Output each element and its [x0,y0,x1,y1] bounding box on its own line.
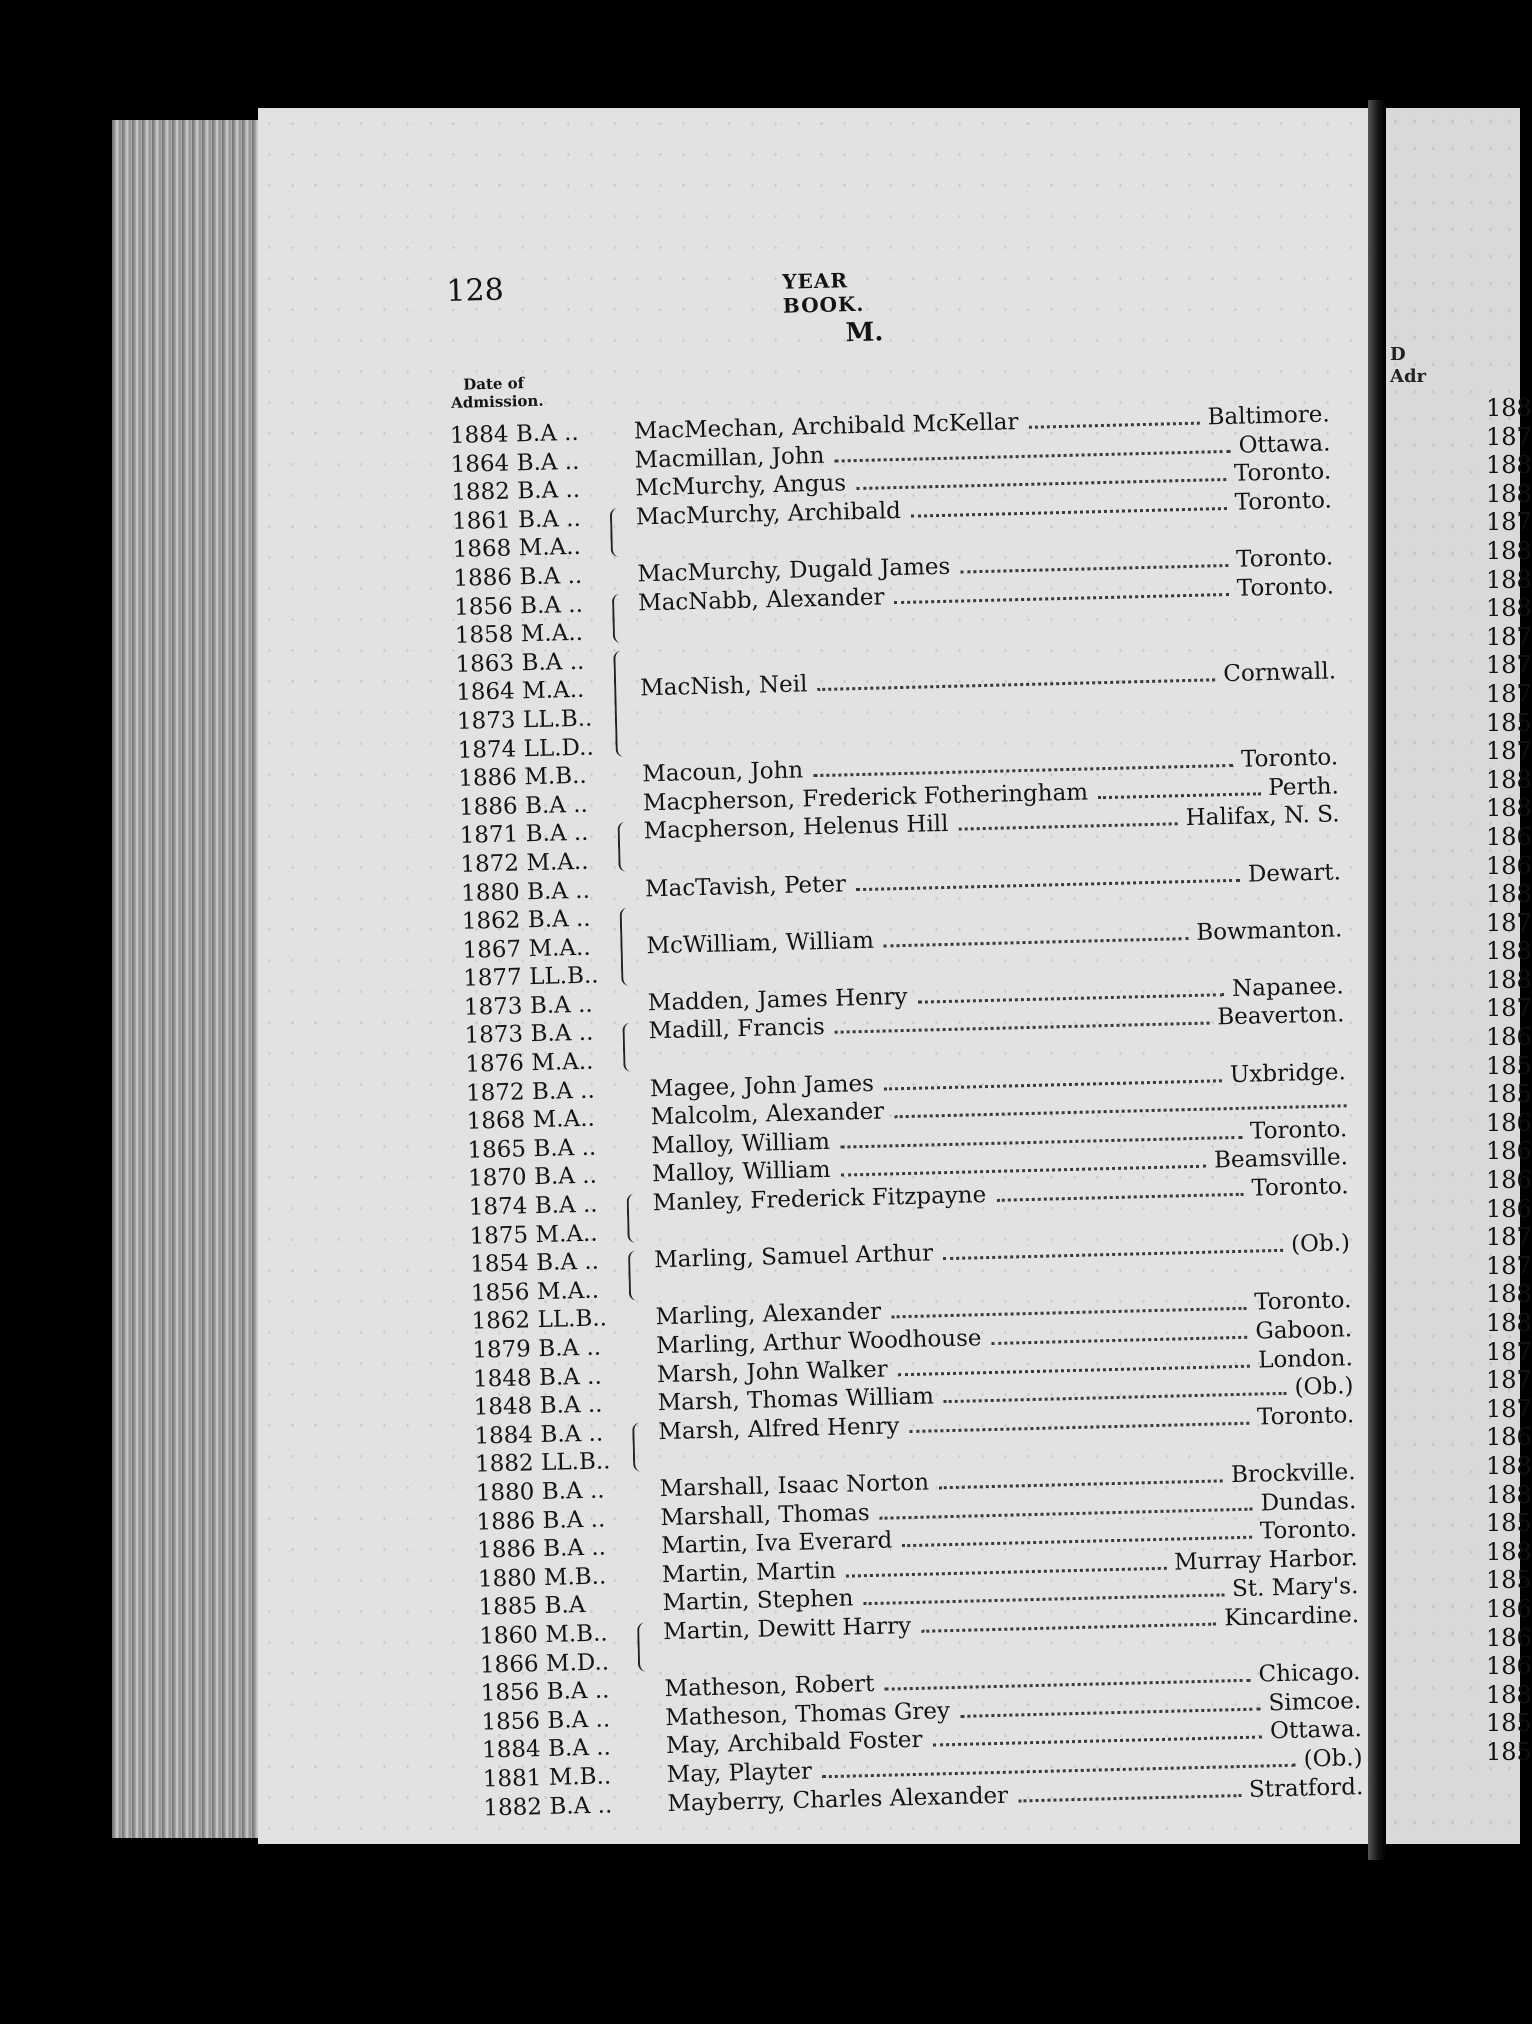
residence: Napanee. [1231,973,1344,1002]
residence: Uxbridge. [1229,1058,1347,1088]
residence: Toronto. [1249,1116,1348,1145]
degree: B.A .. [517,476,581,505]
degree: B.A .. [547,1706,611,1734]
admission-year: 1872 [465,1078,525,1107]
facing-page-year: 187 [1486,908,1532,937]
admission-year: 1882 [474,1450,534,1479]
admission-year: 1856 [470,1279,530,1307]
admission-year: 1867 [462,936,522,964]
member-name: Marsh, Alfred Henry [658,1413,900,1445]
admission-year: 1856 [453,593,513,621]
degree: B.A .. [539,1391,603,1420]
facing-page-year: 187 [1486,651,1532,680]
leader-dots [939,1479,1223,1489]
admission-year: 1866 [479,1650,539,1679]
degree: B.A .. [533,1163,598,1191]
residence: Toronto. [1259,1516,1358,1545]
facing-page-heading: D Adr [1390,344,1427,387]
admission-year: 1886 [453,564,513,592]
leader-dots [864,1594,1225,1606]
grouping-brace [610,508,621,557]
degree: B.A .. [542,1506,606,1534]
leader-dots [884,1079,1222,1090]
residence: Brockville. [1230,1459,1356,1489]
section-letter: M. [845,317,884,349]
leader-dots [933,1736,1262,1747]
facing-page-year: 187 [1486,737,1532,766]
leader-dots [1018,1794,1241,1802]
degree: B.A .. [516,448,580,476]
admission-year: 1884 [449,421,509,449]
leader-dots [1029,422,1200,429]
degree: LL.B.. [522,705,593,734]
member-name: Mayberry, Charles Alexander [667,1782,1009,1817]
facing-page-year: 186 [1486,1623,1532,1652]
admission-year: 1882 [483,1793,543,1822]
book-gutter [1368,100,1386,1860]
degree: B.A .. [515,419,580,448]
page-stack-edges [112,120,282,1838]
facing-page-year: 188 [1486,880,1532,909]
member-name: Matheson, Thomas Grey [665,1697,951,1731]
admission-year: 1871 [459,821,519,850]
grouping-brace [612,593,623,642]
facing-page-year: 188 [1486,394,1532,422]
residence: Baltimore. [1207,401,1331,431]
residence: Perth. [1268,773,1340,801]
leader-dots [898,1364,1250,1376]
facing-page-year: 185 [1486,1509,1532,1538]
admission-year: 1860 [478,1622,539,1650]
facing-page-year: 186 [1486,1108,1532,1137]
facing-page-year: 187 [1486,622,1532,651]
degree: B.A .. [529,991,593,1020]
member-name: McWilliam, William [646,927,875,959]
admission-year: 1868 [466,1107,526,1135]
entry-list [450,400,1364,1822]
degree: B.A .. [547,1734,612,1763]
leader-dots [840,1136,1242,1149]
degree: M.A.. [535,1220,598,1248]
column-heading: Date of Admission. [450,374,544,412]
leader-dots [835,1022,1210,1034]
degree: B.A .. [533,1134,597,1162]
facing-page-year: 188 [1486,451,1532,480]
leader-dots [841,1165,1206,1177]
admission-year: 1862 [461,907,521,935]
degree: B.A .. [531,1077,596,1105]
member-name: May, Playter [666,1758,813,1788]
degree: B.A .. [541,1477,605,1505]
degree: B.A .. [542,1534,607,1563]
admission-year: 1880 [477,1564,537,1593]
grouping-brace [637,1623,648,1672]
leader-dots [960,1707,1260,1717]
admission-year: 1864 [450,450,510,478]
residence: (Ob.) [1303,1744,1363,1773]
residence: Dewart. [1247,858,1342,888]
grouping-brace [620,908,632,986]
residence: Halifax, N. S. [1185,801,1340,832]
leader-dots [894,593,1229,604]
admission-year: 1868 [452,535,512,564]
facing-page-year: 185 [1486,1051,1532,1080]
facing-page-year: 185 [1486,1709,1532,1738]
member-name: Macpherson, Helenus Hill [643,811,949,845]
member-name: Martin, Stephen [662,1585,854,1617]
admission-year: 1848 [472,1364,532,1393]
member-name: McMurchy, Angus [634,470,847,502]
facing-page-year: 188 [1486,1680,1532,1709]
leader-dots [921,1623,1216,1633]
leader-dots [902,1536,1252,1548]
member-name: Martin, Martin [661,1557,837,1588]
grouping-brace [617,822,628,871]
admission-year: 1879 [471,1336,532,1364]
facing-page-year: 186 [1486,1194,1532,1223]
degree: LL.B.. [528,962,599,991]
leader-dots [1098,792,1261,799]
residence: Ottawa. [1269,1716,1363,1745]
admission-year: 1858 [454,621,514,650]
degree: M.B.. [544,1620,608,1648]
leader-dots [892,1307,1247,1319]
facing-page-year: 188 [1486,565,1532,594]
residence: Toronto. [1256,1401,1355,1431]
admission-year: 1884 [474,1422,534,1450]
facing-page-year: 188 [1486,479,1532,508]
residence: (Ob.) [1294,1373,1354,1401]
degree: M.A.. [528,934,591,962]
facing-page-year: 188 [1486,937,1532,966]
degree: B.A .. [519,562,583,591]
leader-dots [879,1507,1252,1519]
facing-page-year: 186 [1486,1137,1532,1166]
member-name: Martin, Iva Everard [660,1527,893,1560]
residence: Dundas. [1260,1487,1357,1517]
leader-dots [846,1567,1167,1578]
leader-dots [856,478,1226,490]
facing-page-year: 186 [1486,1652,1532,1681]
admission-year: 1880 [475,1479,535,1507]
member-name: Marling, Arthur Woodhouse [655,1325,982,1360]
leader-dots [835,449,1231,462]
admission-year: 1864 [455,678,516,707]
facing-page-year: 185 [1486,1737,1532,1766]
member-name: MacNish, Neil [639,671,808,702]
member-name: Matheson, Robert [664,1671,875,1703]
member-name: Macoun, John [641,757,804,788]
facing-page-year: 188 [1486,1309,1532,1337]
facing-page-year: 186 [1486,1023,1532,1052]
admission-year: 1863 [455,650,515,678]
facing-page-year: 188 [1486,1451,1532,1480]
member-name: Martin, Dewitt Harry [662,1612,912,1646]
degree: M.A.. [532,1105,596,1134]
facing-page-year: 188 [1486,765,1532,794]
degree: B.A .. [534,1191,598,1220]
admission-year: 1875 [469,1221,529,1250]
member-name: Macpherson, Frederick Fotheringham [642,779,1089,817]
member-name: May, Archibald Foster [665,1727,923,1760]
member-name: Marling, Alexander [655,1299,882,1331]
admission-year: 1886 [458,793,518,821]
member-name: Macmillan, John [634,442,825,474]
admission-year: 1856 [481,1707,541,1736]
facing-page-year: 188 [1486,1280,1532,1309]
admission-year: 1861 [451,507,511,535]
facing-page-year: 187 [1486,1337,1532,1366]
member-name: MacTavish, Peter [644,870,847,902]
residence: Bowmanton. [1195,915,1343,946]
facing-page-year: 187 [1486,1366,1532,1395]
page-number: 128 [446,272,505,309]
facing-page-year: 186 [1486,851,1532,880]
member-name: MacMurchy, Dugald James [637,553,951,588]
residence: Murray Harbor. [1173,1544,1358,1576]
admission-year: 1880 [460,878,520,907]
leader-dots [856,878,1240,890]
residence: Toronto. [1240,744,1339,773]
degree: M.B.. [524,762,588,791]
admission-year: 1870 [467,1164,527,1193]
admission-year: 1877 [462,964,523,993]
degree: B.A .. [526,877,591,905]
residence: St. Mary's. [1231,1573,1359,1603]
residence: Ottawa. [1238,430,1331,459]
admission-year: 1886 [458,764,518,792]
admission-year: 1881 [482,1765,542,1793]
residence: Beaverton. [1217,1001,1345,1031]
member-name: MacMechan, Archibald McKellar [633,409,1019,445]
member-name: Malloy, William [651,1157,831,1188]
admission-year: 1874 [457,735,517,764]
member-name: Manley, Frederick Fitzpayne [652,1182,987,1217]
facing-page-fragment [1386,108,1532,1844]
facing-page-year: 187 [1486,1394,1532,1423]
admission-year: 1854 [469,1250,530,1278]
admission-year: 1886 [476,1536,537,1564]
admission-year: 1873 [464,1021,524,1050]
facing-page-year: 187 [1486,1223,1532,1252]
facing-page-year: 186 [1486,1423,1532,1452]
leader-dots [918,993,1224,1003]
admission-year: 1884 [481,1736,541,1764]
admission-year: 1872 [460,850,520,878]
facing-page-year: 188 [1486,594,1532,623]
residence: Chicago. [1258,1659,1361,1688]
degree: B.A .. [519,591,584,619]
admission-year: 1874 [468,1193,528,1221]
grouping-brace [632,1423,643,1472]
facing-page-year: 188 [1486,1537,1532,1566]
member-name: Marshall, Thomas [660,1499,870,1531]
facing-page-year: 188 [1486,794,1532,823]
member-name: Malloy, William [651,1128,831,1160]
residence: Toronto. [1233,458,1332,487]
facing-page-year: 186 [1486,822,1532,851]
leader-dots [884,937,1189,947]
residence: Kincardine. [1223,1602,1360,1632]
facing-page-year: 186 [1486,1594,1532,1623]
member-name: Marsh, Thomas William [657,1383,935,1417]
degree: B.A .. [546,1677,610,1706]
degree: B.A .. [530,1020,594,1048]
residence: Beamsville. [1213,1144,1349,1174]
leader-dots [943,1249,1283,1260]
degree: M.A.. [526,848,589,877]
facing-page-years [1486,394,1532,1767]
degree: B.A .. [538,1363,603,1391]
leader-dots [991,1336,1247,1345]
degree: M.A.. [536,1277,600,1305]
facing-page-year: 185 [1486,1566,1532,1595]
degree: B.A .. [527,905,591,934]
member-name: Madill, Francis [648,1014,826,1045]
residence: Toronto. [1254,1287,1352,1316]
residence: Cornwall. [1223,658,1337,688]
leader-dots [885,1679,1251,1691]
admission-year: 1865 [467,1136,527,1164]
degree: B.A .. [524,791,589,819]
leader-dots [997,1193,1244,1202]
admission-year: 1862 [471,1307,531,1336]
degree: LL.B.. [537,1305,608,1334]
degree: M.A.. [530,1048,594,1077]
degree: B.A .. [517,505,582,534]
leader-dots [817,679,1215,692]
grouping-brace [622,1022,633,1071]
member-name: Magee, John James [649,1070,875,1102]
admission-year: 1882 [451,478,511,507]
member-name: MacNabb, Alexander [637,583,885,616]
grouping-brace [627,1194,638,1243]
degree: B.A .. [540,1420,604,1448]
residence: Toronto. [1234,487,1333,516]
facing-page-year: 187 [1486,679,1532,708]
member-name: Marsh, John Walker [656,1356,888,1388]
admission-year: 1873 [456,707,516,735]
facing-page-year: 187 [1486,1251,1532,1280]
facing-page-year: 187 [1486,508,1532,537]
degree: LL.D.. [523,734,595,762]
admission-year: 1886 [476,1507,536,1536]
residence: (Ob.) [1290,1230,1351,1258]
admission-year: 1848 [473,1393,533,1421]
residence: Simcoe. [1268,1687,1362,1717]
facing-page-year: 187 [1486,422,1532,451]
facing-page-year: 185 [1486,1080,1532,1109]
degree: M.A.. [521,677,585,705]
facing-page-year: 188 [1486,536,1532,565]
residence: London. [1257,1344,1354,1374]
leader-dots [959,823,1178,831]
facing-page-year: 186 [1486,1166,1532,1195]
degree: B.A .. [535,1248,600,1277]
degree: M.A.. [520,619,584,648]
admission-year: 1885 [478,1593,538,1621]
facing-page-year: 185 [1486,708,1532,737]
degree: M.B.. [543,1563,607,1591]
degree: B.A [544,1592,586,1620]
degree: B.A .. [549,1791,613,1820]
running-title: YEAR BOOK. [781,268,865,318]
leader-dots [960,564,1228,574]
residence: Toronto. [1236,572,1335,602]
degree: M.A.. [518,534,582,562]
degree: LL.B.. [540,1448,611,1477]
residence: Stratford. [1248,1773,1364,1803]
degree: M.D.. [545,1648,610,1677]
grouping-brace [628,1251,639,1300]
facing-page-year: 188 [1486,1480,1532,1509]
admission-year: 1873 [463,993,523,1021]
residence: Gaboon. [1255,1316,1353,1345]
degree: M.B.. [548,1763,612,1791]
admission-year: 1876 [465,1050,525,1078]
degree: B.A .. [525,820,589,848]
degree: B.A .. [521,648,585,677]
residence: Toronto. [1251,1173,1349,1202]
leader-dots [911,507,1227,518]
member-name: Malcolm, Alexander [650,1098,885,1131]
leader-dots [944,1392,1287,1403]
member-name: Marshall, Isaac Norton [659,1469,930,1503]
leader-dots [909,1421,1249,1432]
member-name: Madden, James Henry [647,983,908,1017]
residence: Toronto. [1235,544,1334,573]
facing-page-year: 188 [1486,965,1532,994]
member-name: MacMurchy, Archibald [635,497,902,531]
member-name: Marling, Samuel Arthur [653,1240,934,1274]
admission-year: 1856 [480,1679,540,1707]
degree: B.A .. [537,1334,602,1363]
facing-page-year: 187 [1486,994,1532,1023]
